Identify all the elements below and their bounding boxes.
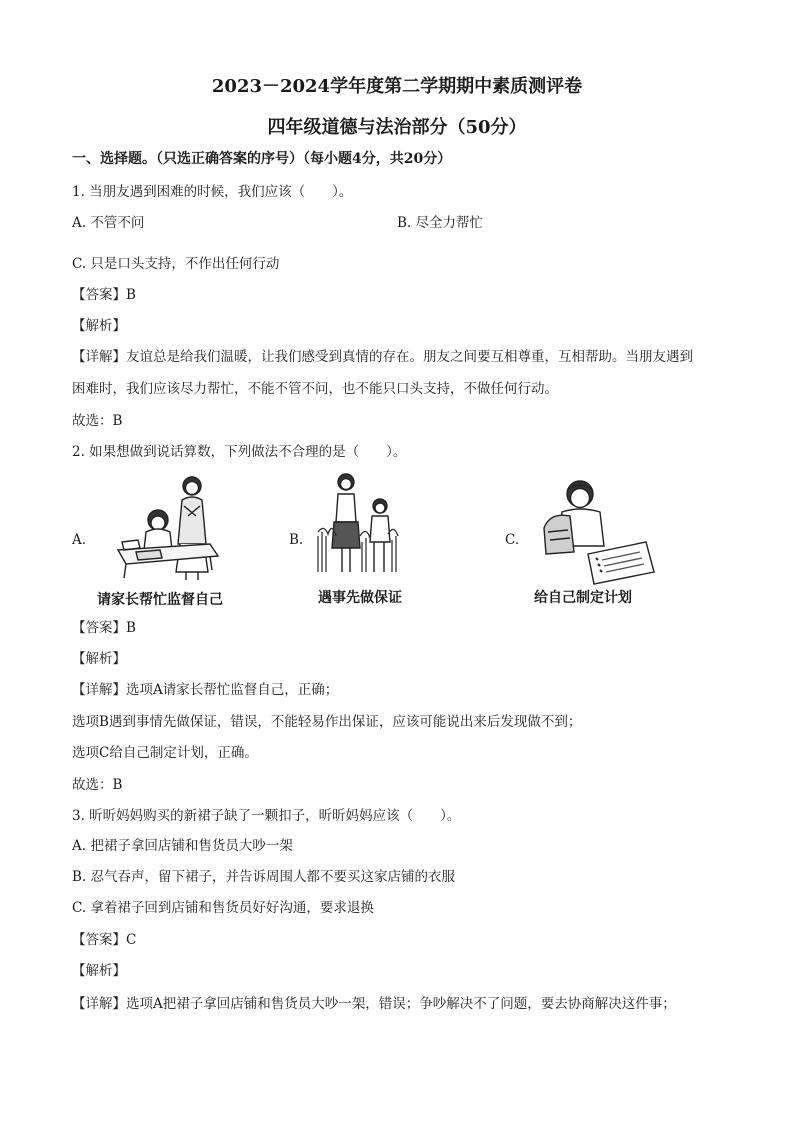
question-2-label-b: B. xyxy=(289,532,304,548)
question-1-option-c: C. 只是口头支持，不作出任何行动 xyxy=(72,256,280,272)
illustration-parent-supervising xyxy=(110,472,222,584)
question-3-answer: 【答案】C xyxy=(72,932,137,948)
question-2-caption-c: 给自己制定计划 xyxy=(534,590,632,606)
page-subtitle: 四年级道德与法治部分（50分） xyxy=(267,117,527,138)
question-3-option-c: C. 拿着裙子回到店铺和售货员好好沟通，要求退换 xyxy=(72,900,374,916)
question-2-caption-a: 请家长帮忙监督自己 xyxy=(97,592,223,608)
question-2-analysis-label: 【解析】 xyxy=(72,651,126,667)
question-2-detail-line-2: 选项B遇到事情先做保证，错误，不能轻易作出保证，应该可能说出来后发现做不到； xyxy=(72,714,582,730)
page-title: 2023－2024学年度第二学期期中素质测评卷 xyxy=(211,76,583,97)
question-1-detail-line-1: 【详解】友谊总是给我们温暖，让我们感受到真情的存在。朋友之间要互相尊重，互相帮助。当朋友遇到 xyxy=(72,349,693,365)
section-heading: 一、选择题。（只选正确答案的序号）（每小题4分，共20分） xyxy=(72,151,452,167)
question-2-choice: 故选：B xyxy=(72,777,123,793)
question-1-option-b: B. 尽全力帮忙 xyxy=(397,215,484,231)
question-2-label-a: A. xyxy=(72,532,87,548)
question-2-stem: 2. 如果想做到说话算数，下列做法不合理的是（ ）。 xyxy=(72,444,407,460)
question-1-choice: 故选：B xyxy=(72,413,123,429)
illustration-making-plan xyxy=(530,472,654,584)
question-1-analysis-label: 【解析】 xyxy=(72,318,126,334)
question-1-answer: 【答案】B xyxy=(72,287,136,303)
question-3-option-a: A. 把裙子拿回店铺和售货员大吵一架 xyxy=(72,838,293,854)
question-1-detail-line-2: 困难时，我们应该尽力帮忙，不能不管不问，也不能只口头支持，不做任何行动。 xyxy=(72,381,558,397)
question-2-detail-line-3: 选项C给自己制定计划，正确。 xyxy=(72,745,258,761)
illustration-making-promise xyxy=(318,472,398,582)
question-3-stem: 3. 昕昕妈妈购买的新裙子缺了一颗扣子，昕昕妈妈应该（ ）。 xyxy=(72,808,461,824)
question-2-answer: 【答案】B xyxy=(72,620,136,636)
question-3-detail-line-1: 【详解】选项A把裙子拿回店铺和售货员大吵一架，错误；争吵解决不了问题，要去协商解决这件事； xyxy=(72,996,676,1012)
question-2-caption-b: 遇事先做保证 xyxy=(318,590,402,606)
question-2-detail-line-1: 【详解】选项A请家长帮忙监督自己，正确； xyxy=(72,682,339,698)
question-3-analysis-label: 【解析】 xyxy=(72,963,126,979)
question-3-option-b: B. 忍气吞声，留下裙子，并告诉周围人都不要买这家店铺的衣服 xyxy=(72,869,456,885)
question-2-label-c: C. xyxy=(505,532,520,548)
question-1-stem: 1. 当朋友遇到困难的时候，我们应该（ ）。 xyxy=(72,184,353,200)
question-1-option-a: A. 不管不问 xyxy=(72,215,145,231)
